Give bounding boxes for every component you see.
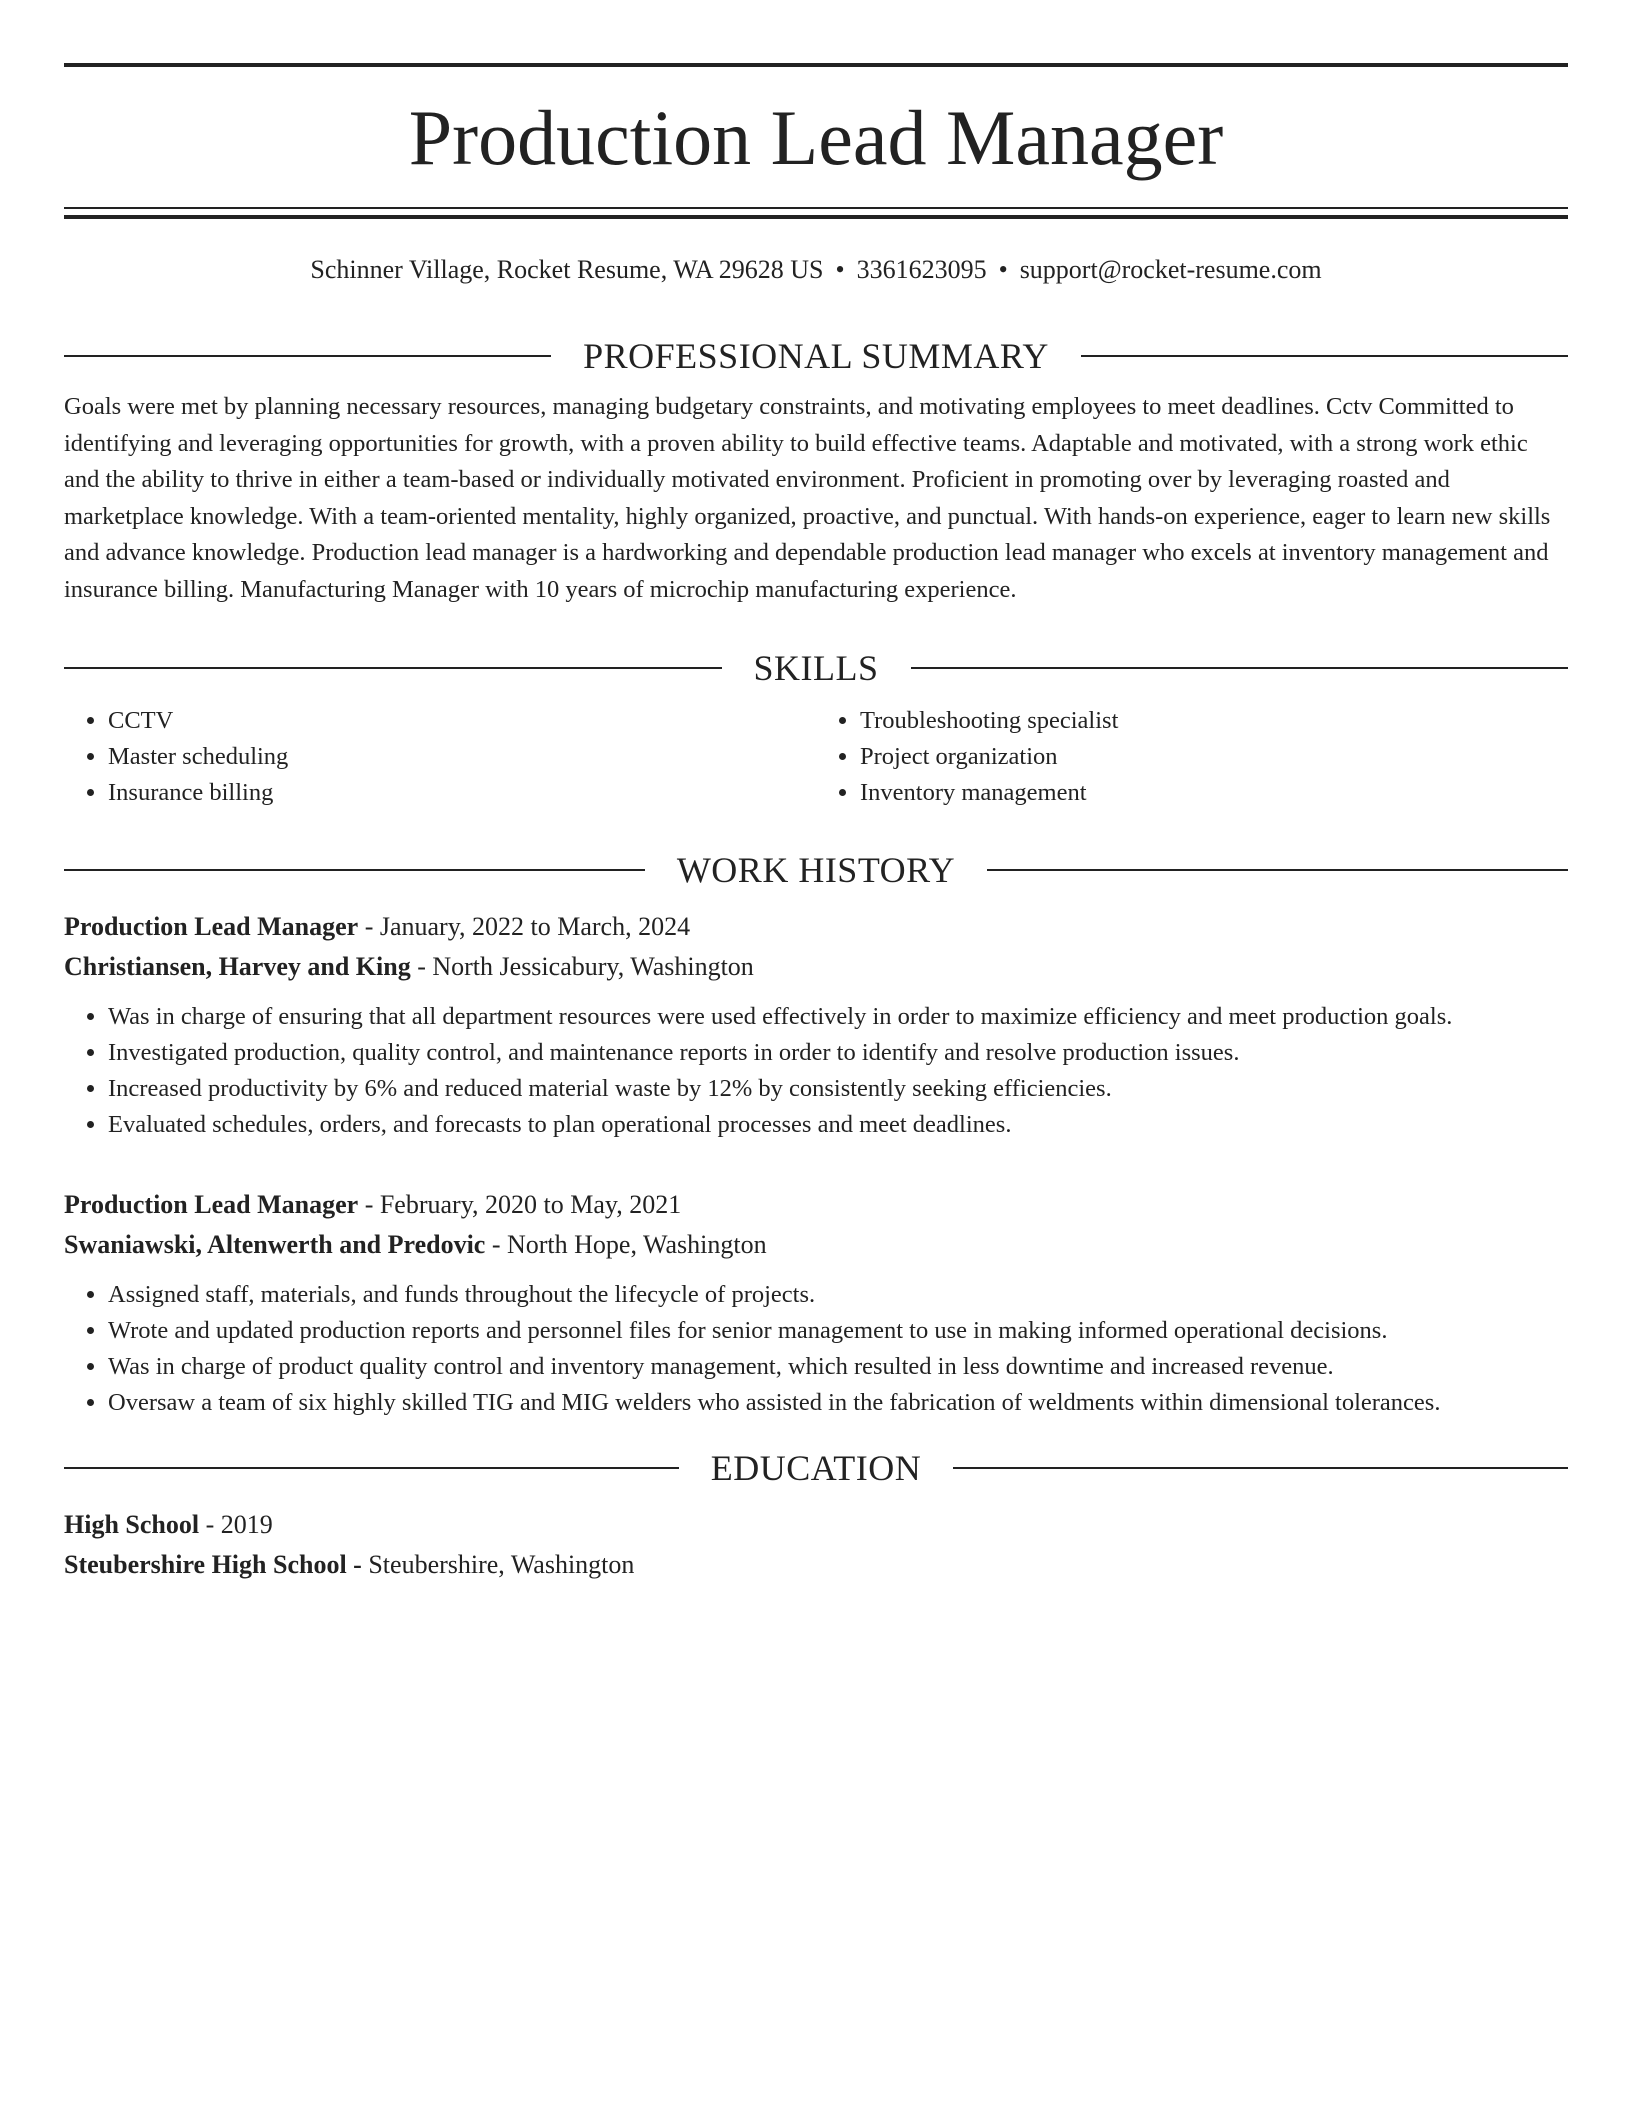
summary-section [64,331,1568,608]
job-bullet: • Assigned staff, materials, and funds throughout the lifecycle of projects. [108,1277,1568,1313]
title-rule-thick [64,215,1568,219]
job-bullet: • Evaluated schedules, orders, and forecasts to plan operational processes and meet deadlines. [108,1107,1568,1143]
education-school: Steubershire High School [64,1550,347,1579]
skill-item: • CCTV [108,703,816,739]
job-dates: - February, 2020 to May, 2021 [358,1190,682,1219]
education-school-separator: - [346,1550,369,1579]
heading-rule-right [1081,355,1568,357]
job-entry [64,907,1568,1143]
job-bullet: • Wrote and updated production reports and personnel files for senior management to use in making informed operational decisions. [108,1313,1568,1349]
contact-line [64,252,1568,288]
skill-item: • Insurance billing [108,775,816,811]
job-bullet: • Increased productivity by 6% and reduced material waste by 12% by consistently seeking efficiencies. [108,1071,1568,1107]
job-bullets [64,999,1568,1143]
education-entry [64,1505,1568,1585]
skills-grid [64,703,1568,811]
job-company-line [64,947,1568,987]
job-company: Swaniawski, Altenwerth and Predovic [64,1230,486,1259]
heading-rule-left [64,869,645,871]
summary-text: Goals were met by planning necessary resources, managing budgetary constraints, and motivating employees to meet deadlines. Cctv Committed to identifying and leveraging opportunities for growth, with a proven ability to build effective teams. Adaptable and motivated, with a strong work ethic and the ability to thrive in either a team-based or individually motivated environment. Proficient in promoting over by leveraging roasted and marketplace knowledge. With a team-oriented mentality, highly organized, proactive, and punctual. With hands-on experience, eager to learn new skills and advance knowledge. Production lead manager is a hardworking and dependable production lead manager who excels at inventory management and insurance billing. Manufacturing Manager with 10 years of microchip manufacturing experience. [64,393,1551,603]
job-title: Production Lead Manager [64,1190,359,1219]
skill-item: • Project organization [860,739,1568,775]
job-bullet: • Investigated production, quality control, and maintenance reports in order to identify and resolve production issues. [108,1035,1568,1071]
skills-heading [64,643,1568,693]
contact-email: support@rocket-resume.com [1019,255,1322,284]
contact-separator: • [998,255,1008,284]
job-bullet: • Was in charge of product quality control and inventory management, which resulted in less downtime and increased revenue. [108,1349,1568,1385]
job-title-line [64,1185,1568,1225]
work-heading [64,845,1568,895]
summary-heading-label: PROFESSIONAL SUMMARY [583,336,1049,376]
education-degree: High School [64,1510,200,1539]
heading-rule-right [911,667,1569,669]
skills-section [64,643,1568,811]
resume-title: Production Lead Manager [408,94,1224,181]
job-bullet: • Was in charge of ensuring that all department resources were used effectively in order to maximize efficiency and meet production goals. [108,999,1568,1035]
job-dates: - January, 2022 to March, 2024 [358,912,691,941]
job-location: - North Hope, Washington [485,1230,767,1259]
skill-item: • Inventory management [860,775,1568,811]
skills-list-right [816,703,1568,811]
contact-address: Schinner Village, Rocket Resume, WA 29628 US [310,255,824,284]
job-company-line [64,1225,1568,1265]
job-bullet: • Oversaw a team of six highly skilled TIG and MIG welders who assisted in the fabrication of weldments within dimensional tolerances. [108,1385,1568,1421]
job-company: Christiansen, Harvey and King [64,952,411,981]
contact-phone: 3361623095 [856,255,987,284]
summary-heading [64,331,1568,381]
education-heading-label: EDUCATION [710,1448,922,1488]
job-bullets [64,1277,1568,1421]
job-location: - North Jessicabury, Washington [410,952,754,981]
education-section [64,1443,1568,1585]
heading-rule-left [64,355,551,357]
skill-item: • Master scheduling [108,739,816,775]
heading-rule-left [64,667,722,669]
work-heading-label: WORK HISTORY [676,850,956,890]
skills-heading-label: SKILLS [753,648,879,688]
skill-item: • Troubleshooting specialist [860,703,1568,739]
education-year: - 2019 [199,1510,273,1539]
job-title: Production Lead Manager [64,912,359,941]
education-degree-line [64,1505,1568,1545]
education-location: Steubershire, Washington [368,1550,635,1579]
job-title-line [64,907,1568,947]
heading-rule-right [953,1467,1568,1469]
top-rule [64,63,1568,67]
job-entry [64,1185,1568,1421]
work-section [64,845,1568,1421]
education-heading [64,1443,1568,1493]
title-rule-thin [64,207,1568,209]
heading-rule-left [64,1467,679,1469]
skills-list-left [64,703,816,811]
education-school-line [64,1545,1568,1585]
contact-separator: • [835,255,845,284]
heading-rule-right [987,869,1568,871]
